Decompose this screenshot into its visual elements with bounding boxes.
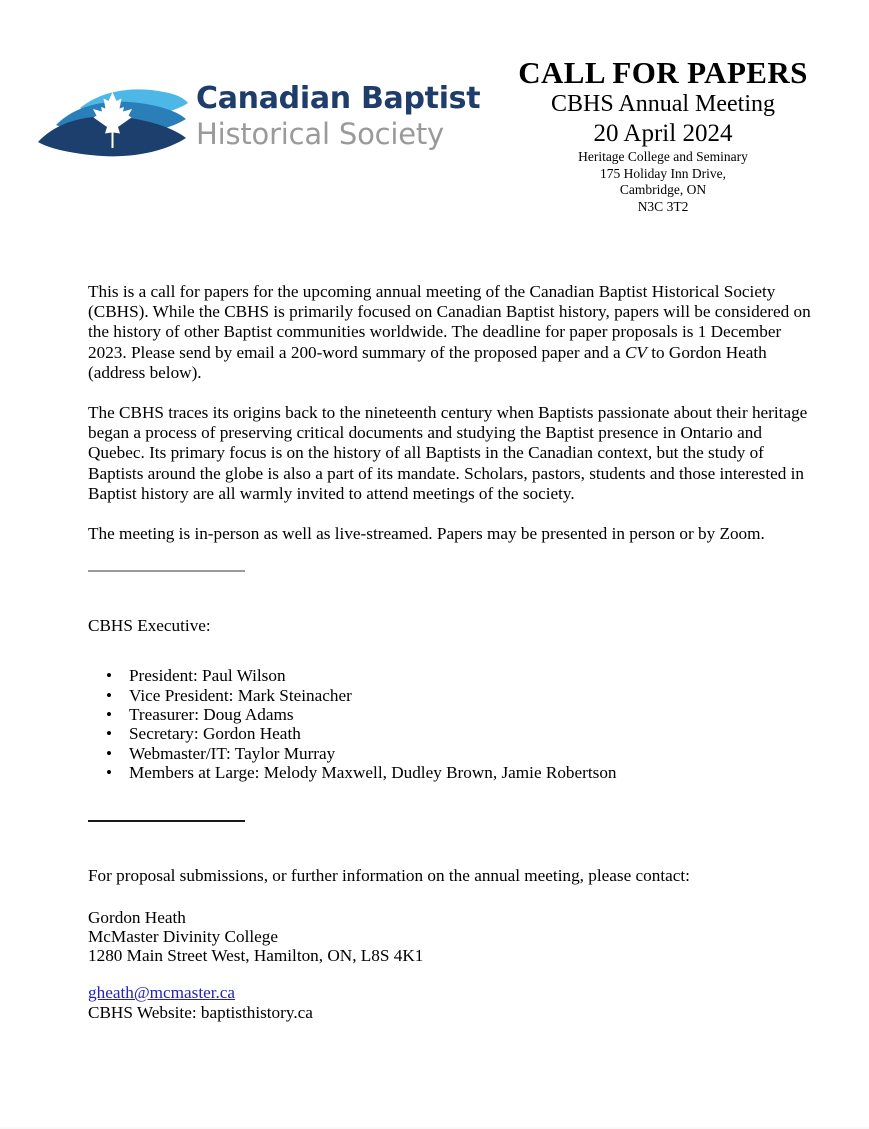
executive-list [88, 666, 818, 782]
bullet-icon: • [106, 724, 113, 744]
bullet-icon: • [106, 705, 113, 725]
document-body [88, 282, 818, 1022]
paragraph-1-text-part-1: This is a call for papers for the upcoming annual meeting of the Canadian Baptist Historical Society (CBHS). While the CBHS is primarily focused on Canadian Baptist history, papers will be considered on the history of other Baptist communities worldwide. The deadline for paper proposals is 1 December 2023. Please send by email a 200-word summary of the proposed paper and a [88, 282, 811, 362]
spacer [88, 886, 818, 908]
contact-institution: McMaster Divinity College [88, 926, 278, 946]
cbhs-maple-leaf-waves-logo-icon [36, 78, 191, 164]
spacer [88, 636, 818, 666]
page-title: CALL FOR PAPERS [518, 55, 808, 90]
bullet-icon: • [106, 743, 113, 763]
body-paragraph-3: The meeting is in-person as well as live-streamed. Papers may be presented in person or by Zoom. [88, 524, 765, 544]
list-item-label: Treasurer: Doug Adams [129, 705, 294, 725]
paragraph-1-italic-cv: CV [624, 342, 647, 362]
list-item [88, 686, 818, 705]
header-address-city: Cambridge, ON [619, 182, 707, 198]
contact-intro: For proposal submissions, or further information on the annual meeting, please contact: [88, 866, 690, 886]
header-address-street: 175 Holiday Inn Drive, [600, 165, 726, 181]
header-address-postal: N3C 3T2 [637, 198, 689, 214]
list-item-label: Vice President: Mark Steinacher [129, 685, 352, 705]
header-subtitle: CBHS Annual Meeting [550, 91, 775, 117]
list-item-label: Members at Large: Melody Maxwell, Dudley Brown, Jamie Robertson [129, 762, 617, 782]
contact-email-link[interactable]: gheath@mcmaster.ca [88, 983, 236, 1003]
list-item [88, 724, 818, 743]
header-venue: Heritage College and Seminary [578, 149, 748, 164]
body-paragraph-1 [88, 282, 818, 383]
list-item-label: Webmaster/IT: Taylor Murray [129, 743, 336, 763]
list-item-label: President: Paul Wilson [129, 666, 286, 686]
contact-website: CBHS Website: baptisthistory.ca [88, 1002, 313, 1022]
spacer [88, 822, 818, 866]
bullet-icon: • [106, 685, 113, 705]
contact-address: 1280 Main Street West, Hamilton, ON, L8S 4K1 [88, 946, 424, 966]
logo-line-historical-society: Historical Society [196, 117, 444, 151]
header-title-block [470, 56, 856, 215]
list-item [88, 666, 818, 685]
executive-heading: CBHS Executive: [88, 616, 211, 636]
document-header [0, 0, 869, 240]
spacer [88, 544, 818, 570]
spacer [88, 965, 818, 983]
spacer [88, 572, 818, 616]
logo-line-canadian-baptist: Canadian Baptist [196, 81, 481, 116]
list-item [88, 705, 818, 724]
cbhs-logo-wordmark [196, 82, 516, 152]
contact-name: Gordon Heath [88, 907, 186, 927]
header-date: 20 April 2024 [593, 120, 733, 147]
spacer [88, 782, 818, 820]
contact-email-line [88, 983, 818, 1002]
list-item [88, 763, 818, 782]
bullet-icon: • [106, 666, 113, 686]
list-item [88, 744, 818, 763]
paragraph-1-text-part-2: to Gordon Heath (address below). [88, 342, 767, 382]
body-paragraph-2: The CBHS traces its origins back to the nineteenth century when Baptists passionate about their heritage began a process of preserving critical documents and studying the Baptist presence in Ontario and Quebec. Its primary focus is on the history of all Baptists in the Canadian context, but the study of Baptists around the globe is also a part of its mandate. Scholars, pastors, students and those interested in Baptist history are all warmly invited to attend meetings of the society. [88, 403, 808, 503]
list-item-label: Secretary: Gordon Heath [129, 724, 301, 744]
cbhs-logo [36, 78, 481, 168]
bullet-icon: • [106, 762, 113, 782]
